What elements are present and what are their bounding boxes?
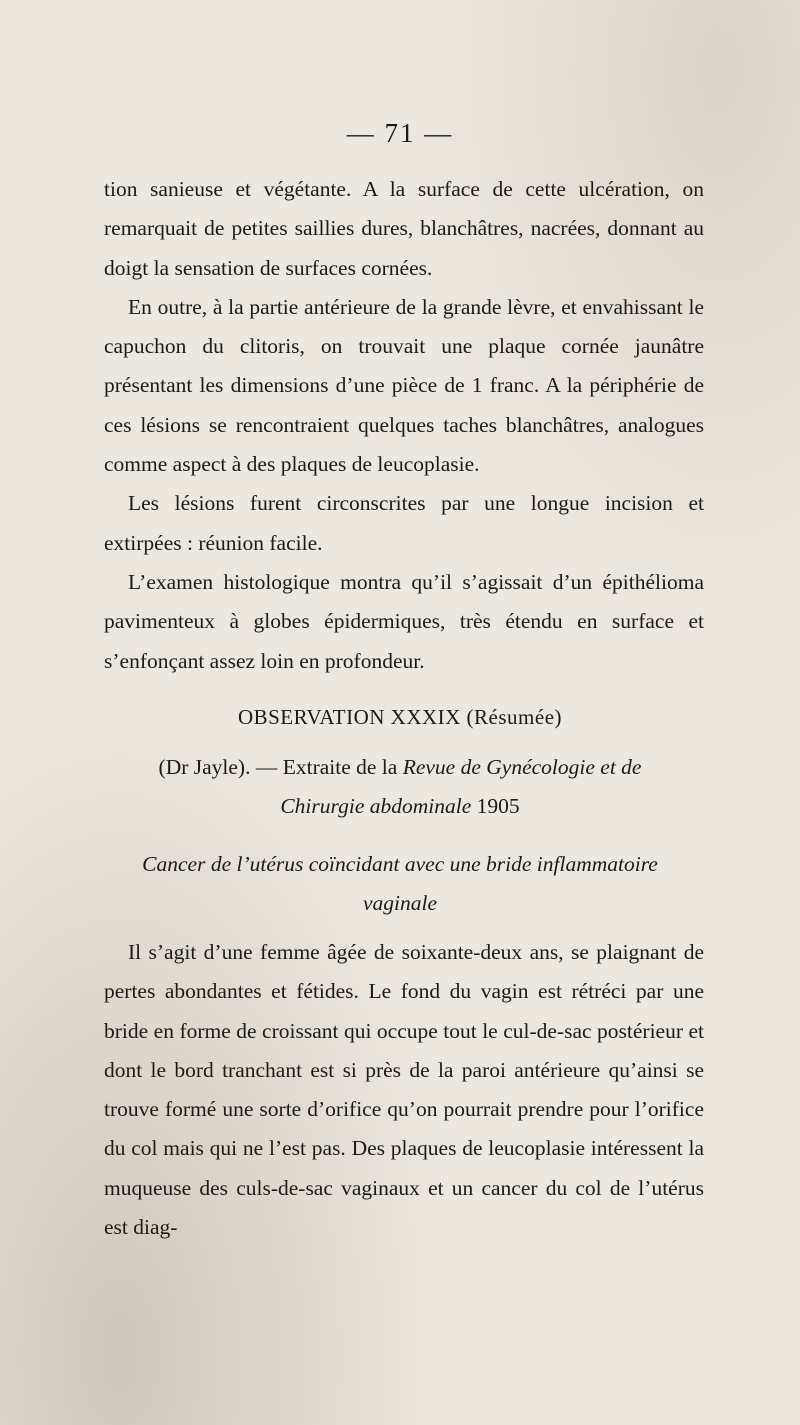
body-text-top [104, 170, 704, 681]
observation-source [0, 755, 800, 780]
paragraph-1: tion sanieuse et végétante. A la surface de cette ulcération, on remarquait de petites saillies dures, blanchâtres, nacrées, donnant au doigt la sensation de surfaces cornées. [104, 177, 704, 280]
observation-body: Il s’agit d’une femme âgée de soixante-deux ans, se plaignant de pertes abondantes et fétides. Le fond du vagin est rétréci par une bride en forme de croissant qui occupe tout le cul-de-sac postérieur et dont le bord tranchant est si près de la paroi antérieure qu’ainsi se trouve formé une sorte d’orifice qu’on pourrait prendre pour l’orifice du col mais qui ne l’est pas. Des plaques de leucoplasie intéressent la muqueuse des culs-de-sac vaginaux et un cancer du col de l’utérus est diag- [104, 940, 704, 1240]
paragraph-4: L’examen histologique montra qu’il s’agissait d’un épithélioma pavimenteux à globes épidermiques, très étendu en surface et s’enfonçant assez loin en profondeur. [104, 569, 704, 673]
body-text-observation [104, 933, 704, 1247]
source-journal-line2: Chirurgie abdominale [280, 794, 472, 818]
paragraph-3: Les lésions furent circonscrites par une longue incision et extirpées : réunion facile. [104, 491, 704, 555]
paragraph-2: En outre, à la partie antérieure de la grande lèvre, et envahissant le capuchon du clitoris, on trouvait une plaque cornée jaunâtre présentant les dimensions d’une pièce de 1 franc. A la périphérie de ces lésions se rencontraient quelques taches blanchâtres, analogues comme aspect à des plaques de leucoplasie. [104, 294, 704, 477]
source-year: 1905 [471, 794, 520, 818]
observation-source-cont [0, 794, 800, 819]
source-journal-line1: Revue de Gynécologie et de [402, 755, 642, 779]
page-number: — 71 — [346, 118, 454, 148]
observation-heading: OBSERVATION XXXIX (Résumée) [237, 705, 563, 729]
source-prefix: (Dr Jayle). — Extraite de la [158, 755, 403, 779]
observation-title-line1: Cancer de l’utérus coïncidant avec une bride inflammatoire [142, 852, 658, 876]
observation-title-line2: vaginale [362, 891, 438, 915]
